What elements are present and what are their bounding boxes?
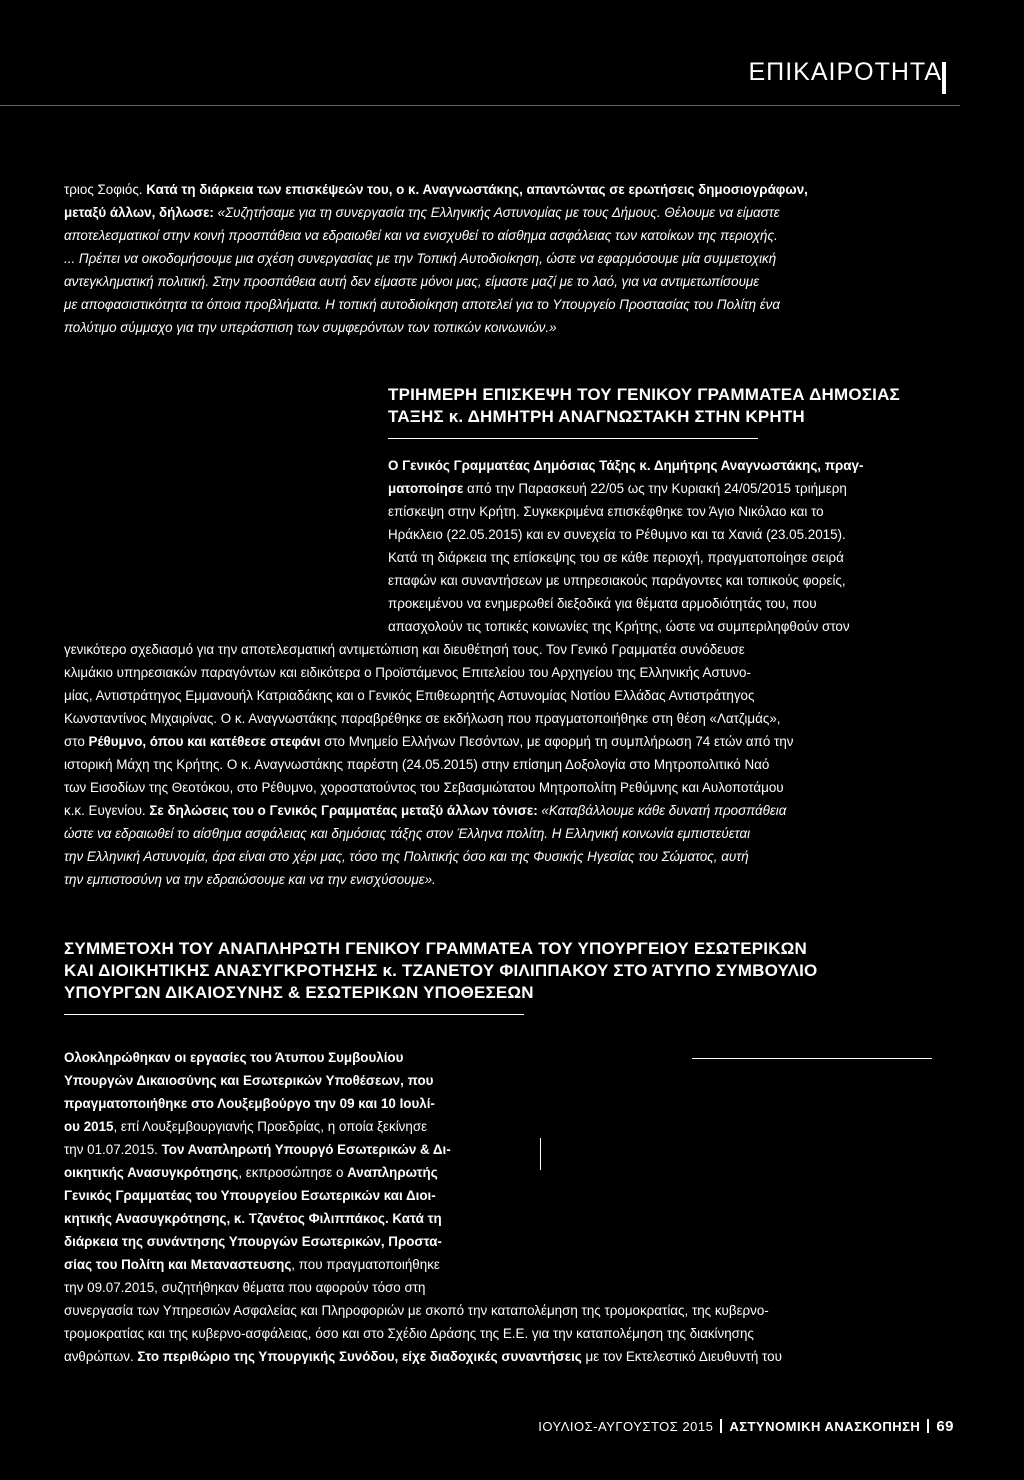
article2-text: την 01.07.2015. <box>64 1142 162 1157</box>
intro-quote-text: «Συζητήσαμε για τη συνεργασία της Ελληνικής Αστυνομίας με τους Δήμους. Θέλουμε να είμαστε <box>217 205 780 220</box>
article1-line: την Ελληνική Αστυνομία, άρα είναι στο χέρι μας, τόσο της Πολιτικής όσο και της Φυσικής Ηγεσίας του Σώματος, αυτή <box>64 849 749 864</box>
intro-text: τριος Σοφιός. <box>64 182 147 197</box>
article1-line: Ηράκλειο (22.05.2015) και εν συνεχεία το Ρέθυμνο και τα Χανιά (23.05.2015). <box>388 527 846 542</box>
article2-title-rule <box>64 1014 524 1015</box>
article1-title-line: ΤΑΞΗΣ κ. ΔΗΜΗΤΡΗ ΑΝΑΓΝΩΣΤΑΚΗ ΣΤΗΝ ΚΡΗΤΗ <box>388 407 805 426</box>
intro-line <box>64 201 780 224</box>
footer-separator <box>927 1419 929 1433</box>
article1-line: Ο Γενικός Γραμματέας Δημόσιας Τάξης κ. Δημήτρης Αναγνωστάκης, πραγ- <box>388 458 864 473</box>
article1-line <box>64 799 786 822</box>
article1-line: επαφών και συναντήσεων με υπηρεσιακούς παράγοντες και τοπικούς φορείς, <box>388 573 846 588</box>
header-rule <box>0 105 960 106</box>
article1-line: προκειμένου να ενημερωθεί διεξοδικά για θέματα αρμοδιότητάς του, που <box>388 596 817 611</box>
article2-bold-text: Τον Αναπληρωτή Υπουργό Εσωτερικών & Δι- <box>161 1142 451 1157</box>
section-bar <box>942 62 946 94</box>
article1-text: από την Παρασκευή 22/05 ως την Κυριακή 24/05/2015 τριήμερη <box>463 481 847 496</box>
article2-title-line: ΥΠΟΥΡΓΩΝ ΔΙΚΑΙΟΣΥΝΗΣ & ΕΣΩΤΕΡΙΚΩΝ ΥΠΟΘΕΣΕΩΝ <box>64 983 534 1002</box>
article1-line: γενικότερο σχεδιασμό για την αποτελεσματική αντιμετώπιση και διευθέτησή τους. Τον Γενικό Γραμματέα συνόδευσε <box>64 642 745 657</box>
article1-line: ώστε να εδραιωθεί το αίσθημα ασφάλειας και δημόσιας τάξης στον Έλληνα πολίτη. Η Ελληνική κοινωνία εμπιστεύεται <box>64 826 751 841</box>
article2-line <box>64 1161 438 1184</box>
footer-magazine: ΑΣΤΥΝΟΜΙΚΗ ΑΝΑΣΚΟΠΗΣΗ <box>729 1419 921 1434</box>
intro-line: ... Πρέπει να οικοδομήσουμε μια σχέση συνεργασίας με την Τοπική Αυτοδιοίκηση, ώστε να εφαρμόσουμε μία συμμετοχική <box>64 251 777 266</box>
section-label: ΕΠΙΚΑΙΡΟΤΗΤΑ <box>748 58 942 86</box>
article1-bold-text: ματοποίησε <box>388 481 464 496</box>
article2-bold-text: σίας του Πολίτη και Μεταναστευσης <box>64 1257 292 1272</box>
article1-text: στο <box>64 734 89 749</box>
article2-line: την 09.07.2015, συζητήθηκαν θέματα που αφορούν τόσο στη <box>64 1280 426 1295</box>
article2-text: , επί Λουξεμβουργιανής Προεδρίας, η οποία ξεκίνησε <box>113 1119 428 1134</box>
article2-line <box>64 1138 451 1161</box>
article2-line: πραγματοποιήθηκε στο Λουξεμβούργο την 09 και 10 Ιουλί- <box>64 1096 435 1111</box>
article2-bold-text: Στο περιθώριο της Υπουργικής Συνόδου, είχε διαδοχικές συναντήσεις <box>137 1349 582 1364</box>
article2-title-line: ΣΥΜΜΕΤΟΧΗ ΤΟΥ ΑΝΑΠΛΗΡΩΤΗ ΓΕΝΙΚΟΥ ΓΡΑΜΜΑΤΕΑ ΤΟΥ ΥΠΟΥΡΓΕΙΟΥ ΕΣΩΤΕΡΙΚΩΝ <box>64 939 807 958</box>
article2-text: με τον Εκτελεστικό Διευθυντή του <box>581 1349 782 1364</box>
footer-issue: ΙΟΥΛΙΟΣ-ΑΥΓΟΥΣΤΟΣ 2015 <box>538 1419 714 1434</box>
decorative-rule <box>692 1058 932 1059</box>
article2-line <box>64 1253 440 1276</box>
intro-line <box>64 178 808 201</box>
article1-line: την εμπιστοσύνη να την εδραιώσουμε και να την ενισχύσουμε». <box>64 872 436 887</box>
intro-bold-text: μεταξύ άλλων, δήλωσε: <box>64 205 218 220</box>
article2-line: Γενικός Γραμματέας του Υπουργείου Εσωτερικών και Διοι- <box>64 1188 436 1203</box>
article2-line <box>64 1207 442 1230</box>
article2-line <box>64 1345 782 1368</box>
article2-line: Ολοκληρώθηκαν οι εργασίες του Άτυπου Συμβουλίου <box>64 1050 404 1065</box>
article2-text: , που πραγματοποιήθηκε <box>291 1257 440 1272</box>
article2-line: Υπουργών Δικαιοσύνης και Εσωτερικών Υποθέσεων, που <box>64 1073 434 1088</box>
article2-line: τρομοκρατίας και της κυβερνο-ασφάλειας, όσο και στο Σχέδιο Δράσης της Ε.Ε. για την καταπολέμηση της διακίνησης <box>64 1326 754 1341</box>
article2-bold-text: , κ. Τζανέτος Φιλιππάκος. Κατά τη <box>226 1211 442 1226</box>
article1-text: κ.κ. Ευγενίου. <box>64 803 150 818</box>
article2-bold-text: οικητικής Ανασυγκρότησης <box>64 1165 239 1180</box>
intro-line: με αποφασιστικότητα τα όποια προβλήματα. Η τοπική αυτοδιοίκηση αποτελεί για το Υπουργείο Προστασίας του Πολίτη ένα <box>64 297 780 312</box>
article2-text: ανθρώπων. <box>64 1349 138 1364</box>
article1-line: κλιμάκιο υπηρεσιακών παραγόντων και ειδικότερα ο Προϊστάμενος Επιτελείου του Αρχηγείου της Ελληνικής Αστυνο- <box>64 665 751 680</box>
article1-line <box>388 477 847 500</box>
article2-title-line: ΚΑΙ ΔΙΟΙΚΗΤΙΚΗΣ ΑΝΑΣΥΓΚΡΟΤΗΣΗΣ κ. ΤΖΑΝΕΤΟΥ ΦΙΛΙΠΠΑΚΟΥ ΣΤΟ ΆΤΥΠΟ ΣΥΜΒΟΥΛΙΟ <box>64 961 818 980</box>
article1-quote-text: «Καταβάλλουμε κάθε δυνατή προσπάθεια <box>541 803 787 818</box>
article2-bold-text: ου 2015 <box>64 1119 114 1134</box>
article1-line: Κατά τη διάρκεια της επίσκεψης του σε κάθε περιοχή, πραγματοποίησε σειρά <box>388 550 844 565</box>
article1-bold-text: Σε δηλώσεις του ο Γενικός Γραμματέας μεταξύ άλλων τόνισε: <box>149 803 542 818</box>
article1-bold-text: Ρέθυμνο, όπου και κατέθεσε στεφάνι <box>88 734 321 749</box>
article2-line: συνεργασία των Υπηρεσιών Ασφαλείας και Πληροφοριών με σκοπό την καταπολέμηση της τρομοκρατίας, της κυβερνο- <box>64 1303 769 1318</box>
article1-title-line: ΤΡΙΗΜΕΡΗ ΕΠΙΣΚΕΨΗ ΤΟΥ ΓΕΝΙΚΟΥ ΓΡΑΜΜΑΤΕΑ ΔΗΜΟΣΙΑΣ <box>388 385 900 404</box>
article1-line: των Εισοδίων της Θεοτόκου, στο Ρέθυμνο, χοροστατούντος του Σεβασμιώτατου Μητροπολίτη Ρεθύμνης και Αυλοποτάμου <box>64 780 784 795</box>
article1-line <box>64 730 793 753</box>
intro-bold-text: Κατά τη διάρκεια των επισκέψεών του, ο κ. Αναγνωστάκης, απαντώντας σε ερωτήσεις δημοσιογράφων, <box>146 182 808 197</box>
article2-line <box>64 1115 427 1138</box>
intro-line: αντεγκληματική πολιτική. Στην προσπάθεια αυτή δεν είμαστε μόνοι μας, είμαστε μαζί με το λαό, για να αντιμετωπίσουμε <box>64 274 760 289</box>
article1-line: επίσκεψη στην Κρήτη. Συγκεκριμένα επισκέφθηκε τον Άγιο Νικόλαο και το <box>388 504 824 519</box>
article1-line: απασχολούν τις τοπικές κοινωνίες της Κρήτης, ώστε να συμπεριληφθούν στον <box>388 619 850 634</box>
article1-line: Κωνσταντίνος Μιχαιρίνας. Ο κ. Αναγνωστάκης παραβρέθηκε σε εκδήλωση που πραγματοποιήθηκε στη θέση «Λατζιμάς», <box>64 711 781 726</box>
article2-bold-text: Αναπληρωτής <box>347 1165 438 1180</box>
decorative-bar <box>540 1138 541 1170</box>
article1-text: στο Μνημείο Ελλήνων Πεσόντων, με αφορμή τη συμπλήρωση 74 ετών από την <box>320 734 794 749</box>
article1-title-rule <box>388 438 758 439</box>
article2-text: , εκπροσώπησε ο <box>238 1165 348 1180</box>
intro-line: πολύτιμο σύμμαχο για την υπεράσπιση των συμφερόντων των τοπικών κοινωνιών.» <box>64 320 557 335</box>
page-number: 69 <box>936 1418 954 1435</box>
page-footer <box>538 1418 954 1435</box>
article1-line: ιστορική Μάχη της Κρήτης. Ο κ. Αναγνωστάκης παρέστη (24.05.2015) στην επίσημη Δοξολογία στο Μητροπολιτικό Ναό <box>64 757 770 772</box>
intro-line: αποτελεσματικοί στην κοινή προσπάθεια να εδραιωθεί και να ενισχυθεί το αίσθημα ασφάλειας των κατοίκων της περιοχής. <box>64 228 778 243</box>
page-header <box>0 0 1024 100</box>
article2-bold-text: κητικής Ανασυγκρότησης <box>64 1211 227 1226</box>
article1-line: μίας, Αντιστράτηγος Εμμανουήλ Κατριαδάκης και ο Γενικός Επιθεωρητής Αστυνομίας Νοτίου Ελλάδας Αντιστράτηγος <box>64 688 755 703</box>
footer-separator <box>720 1419 722 1433</box>
article2-line: διάρκεια της συνάντησης Υπουργών Εσωτερικών, Προστα- <box>64 1234 442 1249</box>
